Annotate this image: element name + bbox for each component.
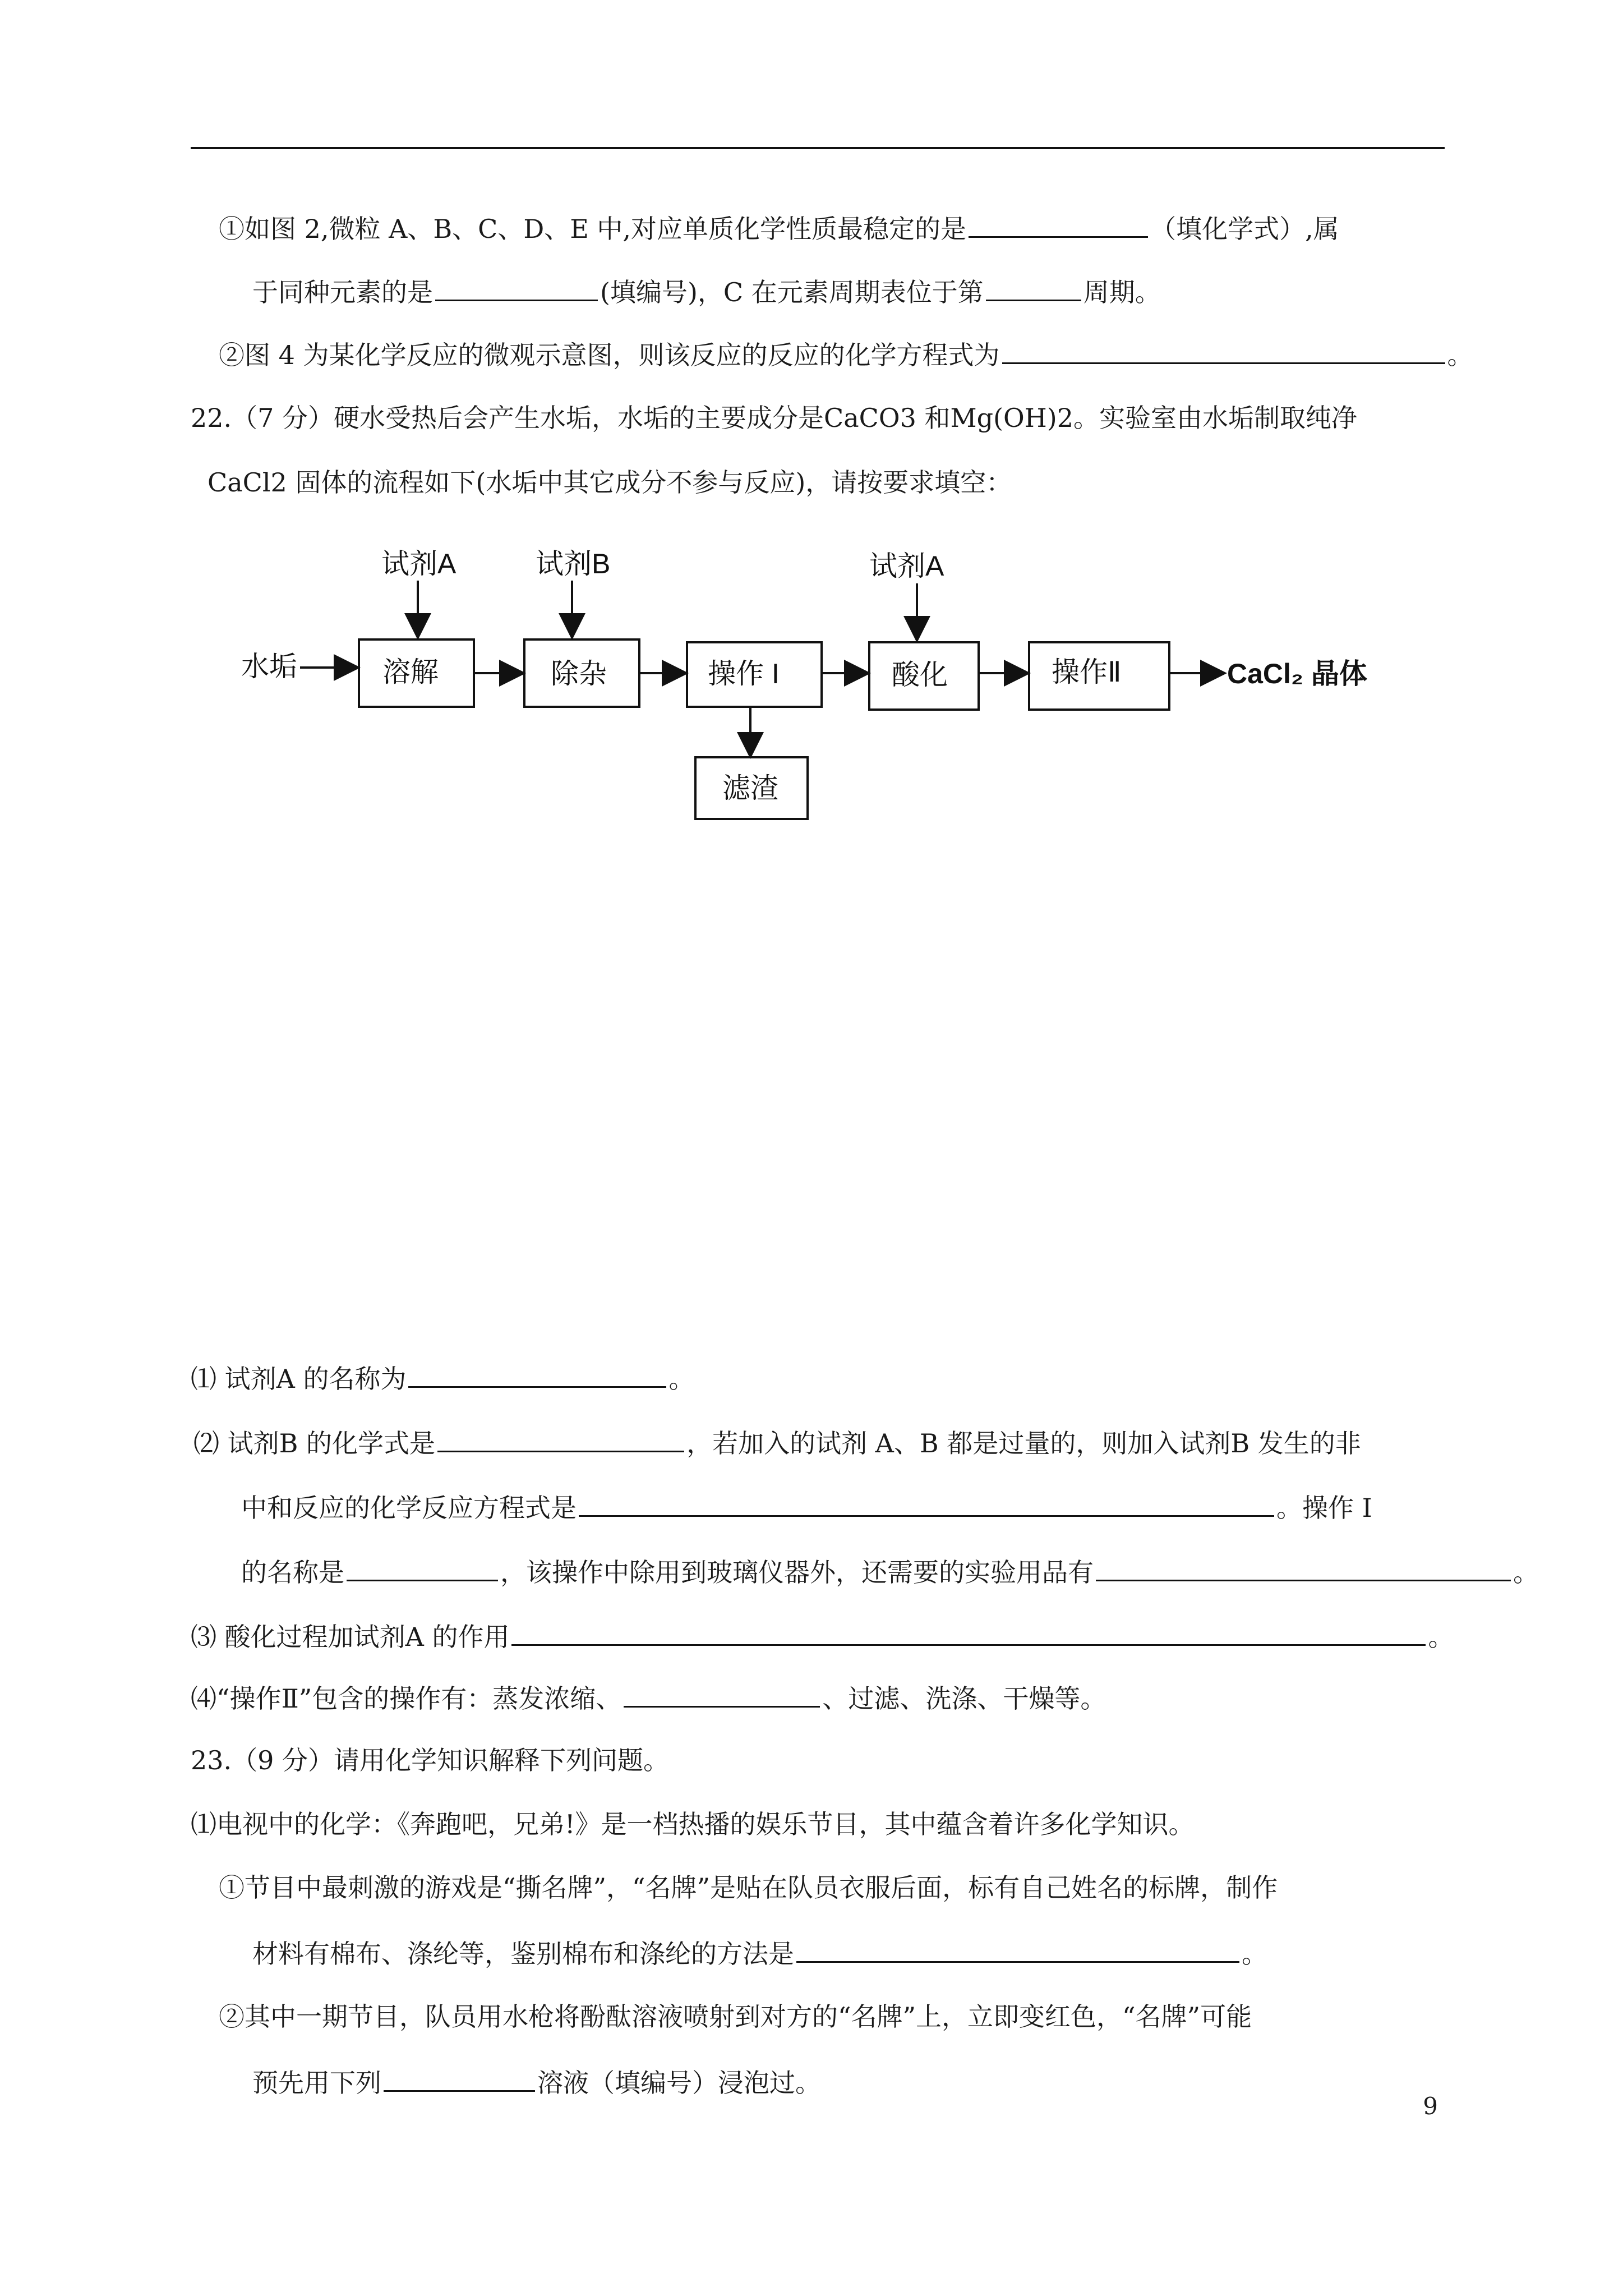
step-dissolve: 溶解	[382, 656, 439, 688]
reagent-a-label: 试剂A	[381, 548, 457, 579]
text: （填化学式）,属	[1150, 214, 1339, 244]
answer-blank[interactable]	[624, 1680, 820, 1708]
question-23	[191, 1743, 669, 1777]
header-rule	[191, 147, 1445, 149]
step-operation-2: 操作Ⅱ	[1052, 656, 1122, 688]
answer-blank[interactable]	[1096, 1554, 1511, 1581]
text: 、过滤、洗涤、干燥等。	[822, 1683, 1106, 1714]
step-operation-1: 操作 I	[708, 658, 780, 689]
product-label: CaCl₂ 晶体	[1227, 658, 1368, 689]
text: 材料有棉布、涤纶等，鉴别棉布和涤纶的方法是	[252, 1939, 794, 1969]
answer-blank[interactable]	[796, 1935, 1239, 1963]
answer-blank[interactable]	[969, 210, 1148, 238]
answer-blank[interactable]	[579, 1489, 1274, 1517]
text: ，该操作中除用到玻璃仪器外，还需要的实验用品有	[500, 1557, 1094, 1588]
question-22-line-2	[208, 466, 1012, 499]
subquestion-2-line-2	[241, 1489, 1372, 1525]
question-line-3	[219, 337, 1473, 372]
text: 于同种元素的是	[252, 277, 433, 307]
text: ①如图 2,微粒 A、B、C、D、E 中,对应单质化学性质最稳定的是	[219, 214, 967, 244]
text: 。	[1428, 1622, 1454, 1652]
text: ⑷“操作Ⅱ”包含的操作有：蒸发浓缩、	[191, 1683, 622, 1714]
subquestion-2-line-1	[193, 1425, 1361, 1460]
text: 中和反应的化学反应方程式是	[241, 1493, 577, 1523]
text: ⑵ 试剂B 的化学式是	[193, 1428, 436, 1458]
subquestion-1	[191, 1360, 694, 1396]
question-23-part-1	[191, 1807, 1195, 1841]
text: 。操作 I	[1276, 1493, 1372, 1523]
process-flowchart	[236, 539, 1458, 830]
text: 预先用下列	[252, 2068, 381, 2098]
text: ⑴ 试剂A 的名称为	[191, 1364, 407, 1394]
start-label: 水垢	[241, 651, 297, 682]
text: ⑶ 酸化过程加试剂A 的作用	[191, 1622, 510, 1652]
answer-blank[interactable]	[435, 274, 598, 301]
text: 22.（7 分）硬水受热后会产生水垢，水垢的主要成分是CaCO3 和Mg(OH)2。实验室由水垢制取纯净	[191, 403, 1357, 433]
subquestion-4	[191, 1680, 1106, 1715]
question-line-1	[219, 210, 1339, 246]
reagent-b-label: 试剂B	[536, 548, 611, 579]
step-acidify: 酸化	[892, 659, 948, 691]
flowchart-svg	[236, 539, 1458, 830]
text: ，若加入的试剂 A、B 都是过量的，则加入试剂B 发生的非	[686, 1428, 1361, 1458]
answer-blank[interactable]	[408, 1360, 666, 1388]
answer-blank[interactable]	[1002, 337, 1445, 364]
question-23-item-1-cont	[252, 1935, 1267, 1971]
subquestion-2-line-3	[241, 1554, 1539, 1589]
answer-blank[interactable]	[437, 1425, 684, 1452]
text: 的名称是	[241, 1557, 344, 1588]
answer-blank[interactable]	[347, 1554, 498, 1581]
text: ②图 4 为某化学反应的微观示意图，则该反应的反应的化学方程式为	[219, 340, 1000, 370]
text: ⑴电视中的化学：《奔跑吧，兄弟!》是一档热播的娱乐节目，其中蕴含着许多化学知识。	[191, 1809, 1195, 1839]
answer-blank[interactable]	[511, 1618, 1426, 1646]
question-23-item-2-cont	[252, 2064, 821, 2100]
text: ②其中一期节目，队员用水枪将酚酞溶液喷射到对方的“名牌”上，立即变红色，“名牌”可能	[219, 2001, 1252, 2032]
text: 溶液（填编号）浸泡过。	[537, 2068, 821, 2098]
residue-label: 滤渣	[722, 772, 778, 804]
text: 。	[1447, 340, 1473, 370]
answer-blank[interactable]	[986, 274, 1081, 301]
text: ①节目中最刺激的游戏是“撕名牌”，“名牌”是贴在队员衣服后面，标有自己姓名的标牌，制作	[219, 1872, 1278, 1903]
text: CaCl2 固体的流程如下(水垢中其它成分不参与反应)，请按要求填空：	[208, 467, 1012, 498]
text: (填编号)，C 在元素周期表位于第	[600, 277, 984, 307]
text: 。	[1242, 1939, 1267, 1969]
text: 23.（9 分）请用化学知识解释下列问题。	[191, 1745, 670, 1775]
question-23-item-2	[219, 2000, 1252, 2033]
question-line-2	[252, 274, 1161, 309]
text: 。	[668, 1364, 695, 1394]
text: 。	[1513, 1557, 1539, 1588]
page-number: 9	[1423, 2092, 1438, 2120]
step-purify: 除杂	[551, 658, 607, 689]
question-23-item-1	[219, 1871, 1278, 1904]
question-22-line-1	[191, 401, 1357, 435]
text: 周期。	[1083, 277, 1161, 307]
subquestion-3	[191, 1618, 1454, 1654]
answer-blank[interactable]	[384, 2064, 535, 2092]
reagent-a-label-2: 试剂A	[869, 550, 944, 582]
